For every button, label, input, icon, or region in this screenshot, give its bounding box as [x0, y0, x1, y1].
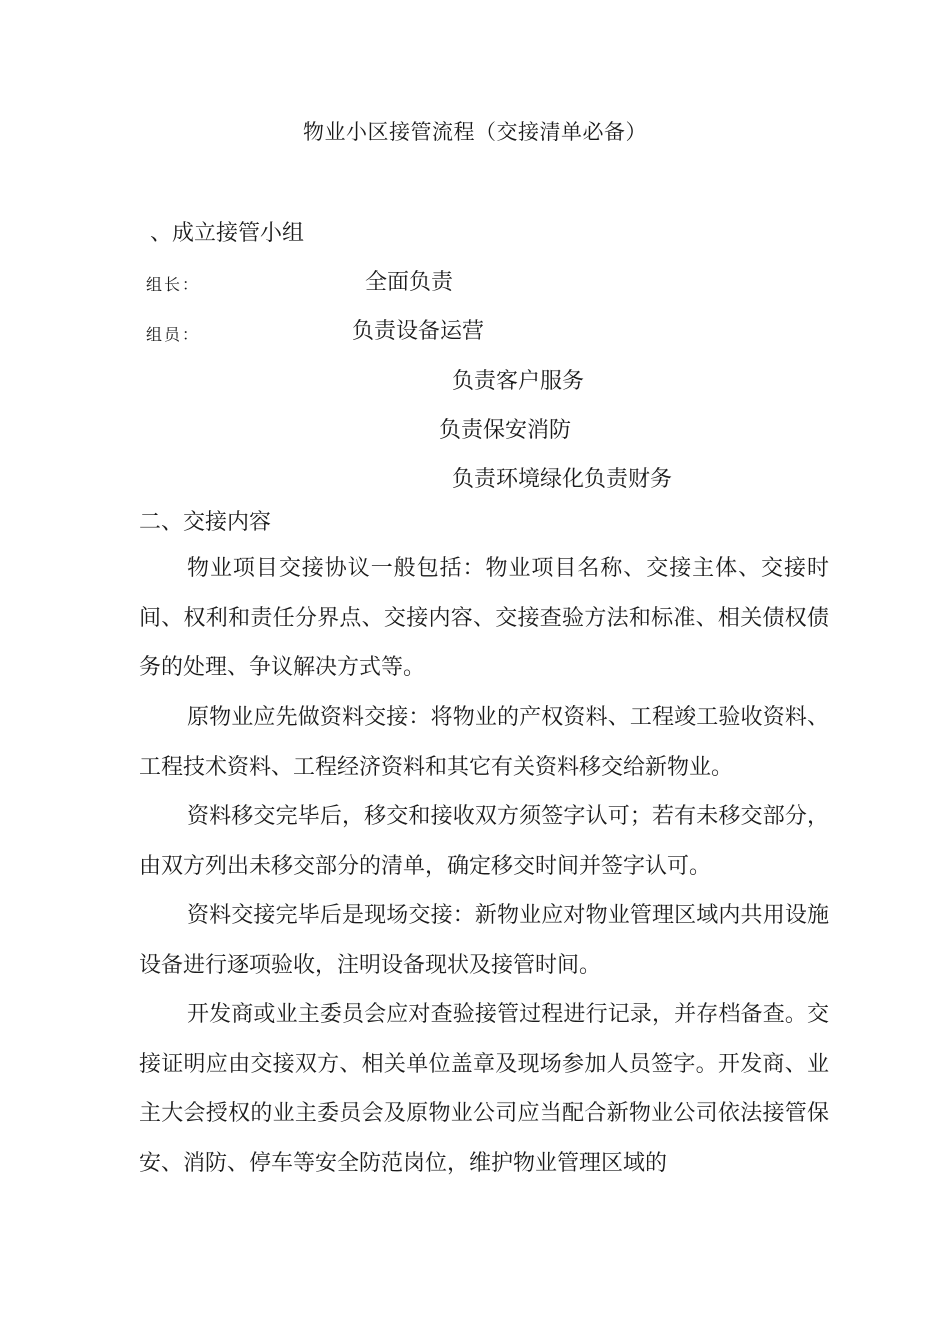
document-title: 物业小区接管流程（交接清单必备）	[303, 120, 647, 144]
leader-duty: 全面负责	[365, 270, 454, 295]
section-heading-handover: 二、交接内容	[139, 510, 272, 535]
leader-label: 组长：	[146, 275, 201, 294]
member-duty: 负责设备运营	[352, 319, 485, 344]
body-paragraph: 原物业应先做资料交接：将物业的产权资料、工程竣工验收资料、工程技术资料、工程经济资料和其它有关资料移交给新物业。	[139, 705, 829, 780]
member-duty: 负责客户服务	[452, 369, 585, 394]
member-duty: 负责保安消防	[439, 418, 572, 443]
member-label: 组员：	[146, 325, 201, 344]
body-paragraph: 资料交接完毕后是现场交接：新物业应对物业管理区域内共用设施设备进行逐项验收，注明设备现状及接管时间。	[139, 903, 829, 978]
body-paragraph: 开发商或业主委员会应对查验接管过程进行记录，并存档备查。交接证明应由交接双方、相关单位盖章及现场参加人员签字。开发商、业主大会授权的业主委员会及原物业公司应当配合新物业公司依法接管保安、消防、停车等安全防范岗位，维护物业管理区域的	[139, 1002, 829, 1176]
body-paragraph: 物业项目交接协议一般包括：物业项目名称、交接主体、交接时间、权利和责任分界点、交接内容、交接查验方法和标准、相关债权债务的处理、争议解决方式等。	[139, 556, 829, 680]
member-duty: 负责环境绿化负责财务	[452, 467, 673, 492]
section-heading-team: 、成立接管小组	[150, 221, 305, 246]
body-paragraph: 资料移交完毕后，移交和接收双方须签字认可；若有未移交部分，由双方列出未移交部分的清单，确定移交时间并签字认可。	[139, 804, 829, 879]
